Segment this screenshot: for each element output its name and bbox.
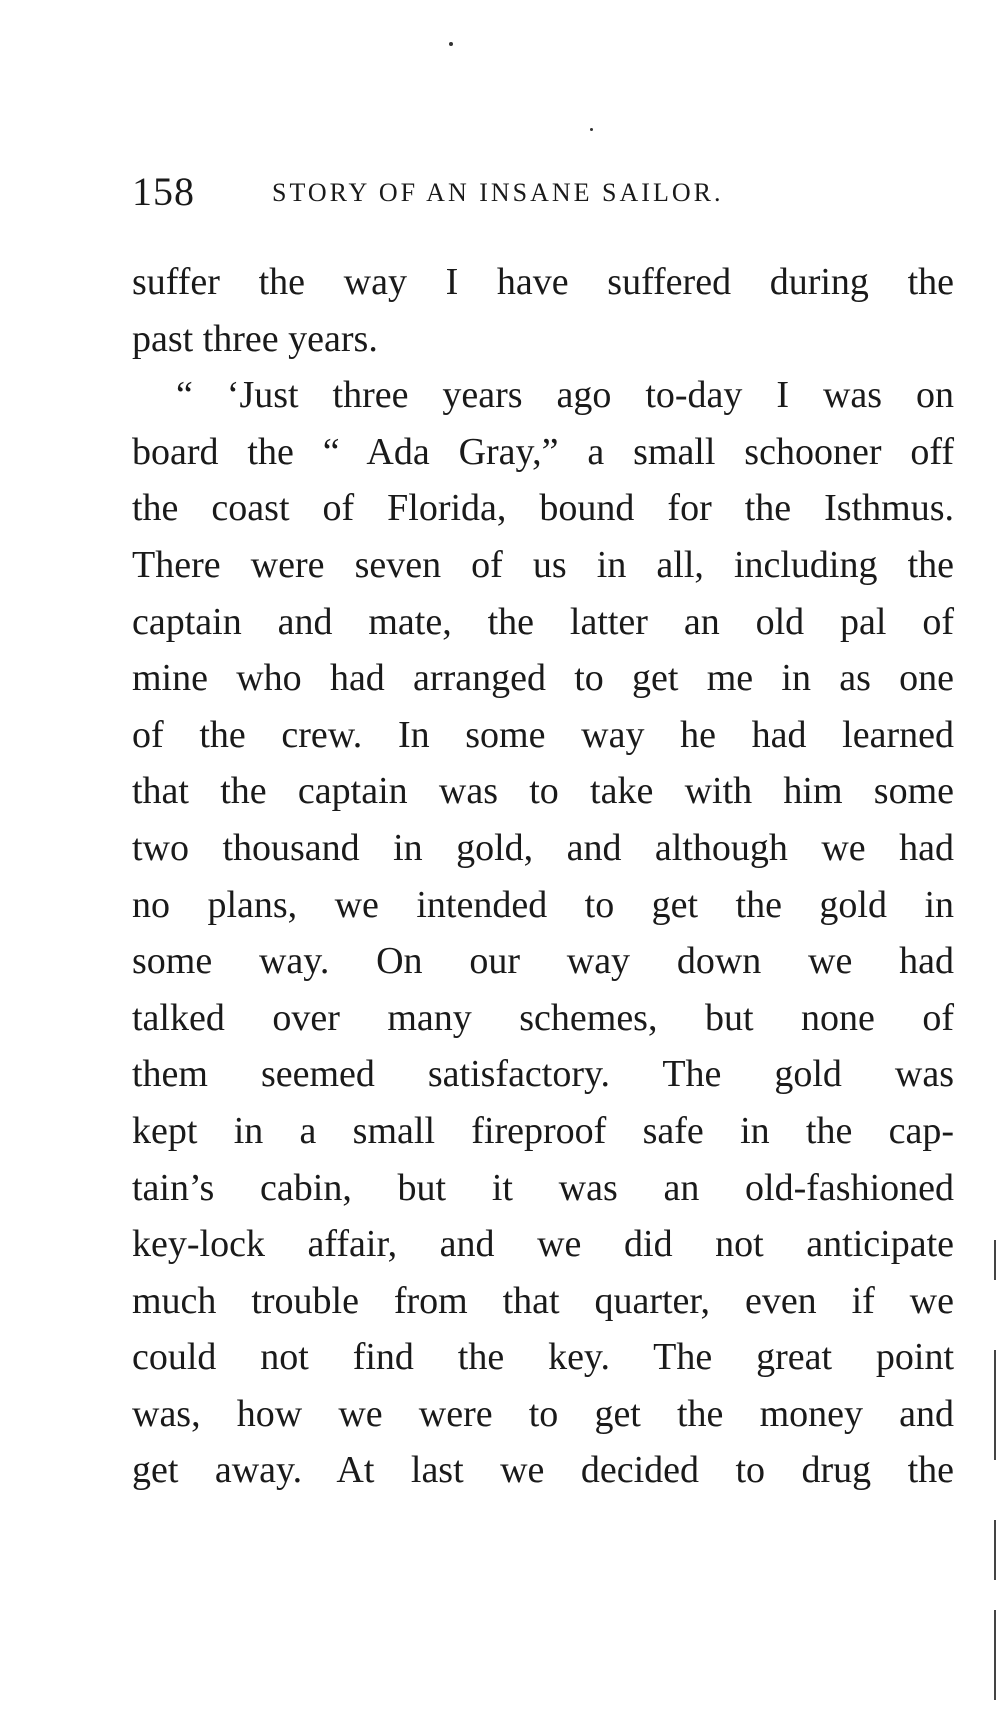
text-line: that the captain was to take with him some <box>132 770 954 813</box>
body-text <box>132 254 954 1499</box>
ink-speck <box>590 128 593 131</box>
page-header <box>132 168 962 218</box>
text-line: “ ‘Just three years ago to-day I was on <box>176 374 954 417</box>
text-line: suffer the way I have suffered during the <box>132 261 954 303</box>
text-line: talked over many schemes, but none of <box>132 996 954 1039</box>
text-line: tain’s cabin, but it was an old-fashioned <box>132 1166 954 1209</box>
page-edge-mark <box>994 1240 996 1280</box>
text-line: get away. At last we decided to drug the <box>132 1449 954 1492</box>
ink-speck <box>449 42 453 46</box>
text-line: two thousand in gold, and although we had <box>132 826 954 869</box>
page-edge-mark <box>994 1610 996 1700</box>
text-line: key-lock affair, and we did not anticipate <box>132 1223 954 1266</box>
text-line: much trouble from that quarter, even if we <box>132 1279 954 1322</box>
page-edge-mark <box>994 1350 996 1460</box>
page-edge-mark <box>994 1520 996 1580</box>
text-line: mine who had arranged to get me in as one <box>132 657 954 700</box>
text-line: kept in a small fireproof safe in the cap- <box>132 1109 954 1152</box>
text-line: could not find the key. The great point <box>132 1336 954 1379</box>
text-line: was, how we were to get the money and <box>132 1392 954 1435</box>
text-line: the coast of Florida, bound for the Isthmus. <box>132 487 954 530</box>
text-line: captain and mate, the latter an old pal of <box>132 600 954 643</box>
text-line: past three years. <box>132 317 378 360</box>
text-line: them seemed satisfactory. The gold was <box>132 1053 954 1096</box>
text-line: There were seven of us in all, including the <box>132 543 954 586</box>
text-line: no plans, we intended to get the gold in <box>132 883 954 926</box>
text-line: of the crew. In some way he had learned <box>132 713 954 756</box>
running-head: STORY OF AN INSANE SAILOR. <box>272 178 724 207</box>
text-line: board the “ Ada Gray,” a small schooner off <box>132 430 954 473</box>
text-line: some way. On our way down we had <box>132 940 954 983</box>
page-number: 158 <box>132 169 195 214</box>
